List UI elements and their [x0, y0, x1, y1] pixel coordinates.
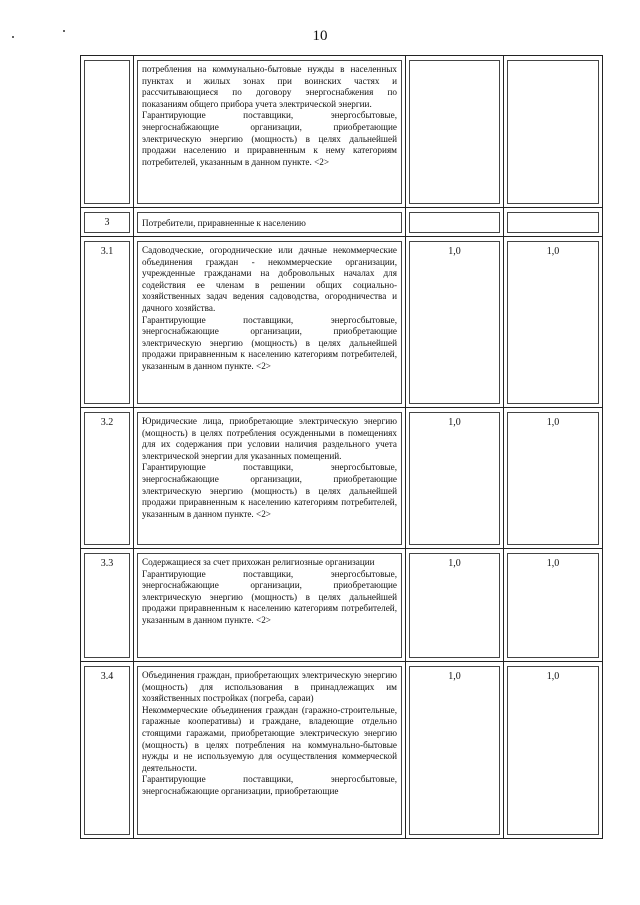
value-cell-2	[504, 549, 603, 662]
description	[137, 212, 402, 233]
value-2	[507, 60, 599, 204]
page-number: 10	[312, 28, 328, 44]
description-cell	[134, 662, 406, 839]
description-paragraph: Гарантирующие поставщики, энергосбытовые, энергоснабжающие организации, приобретающие электрическую энергию (мощность) в целях дальнейшей продажи приравненным к населению категориям потребителей, указанным в данном пункте. <2>	[142, 568, 397, 625]
description-cell	[134, 408, 406, 549]
description	[137, 412, 402, 545]
value-cell-1	[406, 408, 504, 549]
value-cell-1	[406, 237, 504, 408]
value-cell-2	[504, 662, 603, 839]
description-cell	[134, 549, 406, 662]
row-number-cell	[81, 662, 134, 839]
description-paragraph: Садоводческие, огороднические или дачные некоммерческие объединения граждан - некоммерческие организации, учрежденные гражданами на добровольных началах для содействия ее членам в решении общих социально-хозяйственных задач ведения садоводства, огородничества и дачного хозяйства.	[142, 245, 397, 313]
description-paragraph: Гарантирующие поставщики, энергосбытовые, энергоснабжающие организации, приобретающие электрическую энергию (мощность) в целях дальнейшей продажи приравненным к населению категориям потребителей, указанным в данном пункте. <2>	[142, 314, 397, 371]
value-1: 1,0	[409, 412, 500, 545]
description-paragraph: Гарантирующие поставщики, энергосбытовые, энергоснабжающие организации, приобретающие электрическую энергию (мощность) в целях дальнейшей продажи населению и приравненным к нему категориям потребителей, указанным в данном пункте. <2>	[142, 110, 397, 167]
table-row	[81, 549, 603, 662]
description-paragraph: потребления на коммунально-бытовые нужды в населенных пунктах и жилых зонах при воинских частях и рассчитывающиеся по договору энергоснабжения по показаниям общего прибора учета электрической энергии.	[142, 64, 397, 109]
row-number-cell	[81, 237, 134, 408]
table-row	[81, 237, 603, 408]
value-cell-2	[504, 56, 603, 208]
value-cell-1	[406, 549, 504, 662]
value-1	[409, 212, 500, 233]
value-1: 1,0	[409, 241, 500, 404]
table-row	[81, 56, 603, 208]
description-cell	[134, 237, 406, 408]
row-number: 3.2	[84, 412, 130, 545]
row-number	[84, 60, 130, 204]
table-row	[81, 208, 603, 237]
description-paragraph: Юридические лица, приобретающие электрическую энергию (мощность) в целях потребления осужденными в помещениях для их содержания при условии наличия раздельного учета электрической энергии для указанных помещений.	[142, 416, 397, 461]
value-cell-1	[406, 56, 504, 208]
value-1: 1,0	[409, 553, 500, 658]
description	[137, 666, 402, 835]
row-number-cell	[81, 408, 134, 549]
value-cell-2	[504, 208, 603, 237]
description-paragraph: Гарантирующие поставщики, энергосбытовые, энергоснабжающие организации, приобретающие электрическую энергию (мощность) в целях дальнейшей продажи приравненным к населению категориям потребителей, указанным в данном пункте. <2>	[142, 462, 397, 519]
value-cell-1	[406, 208, 504, 237]
value-cell-2	[504, 237, 603, 408]
value-1: 1,0	[409, 666, 500, 835]
row-number: 3.3	[84, 553, 130, 658]
value-1	[409, 60, 500, 204]
description-paragraph: Некоммерческие объединения граждан (гаражно-строительные, гаражные кооперативы) и граждане, владеющие отдельно стоящими гаражами, приобретающие электрическую энергию (мощность) в целях потребления на коммунально-бытовые нужды и не используемую для осуществления коммерческой деятельности.	[142, 704, 397, 773]
value-cell-2	[504, 408, 603, 549]
section-heading: Потребители, приравненные к населению	[142, 218, 306, 228]
description-paragraph: Содержащиеся за счет прихожан религиозные организации	[142, 557, 375, 567]
description	[137, 553, 402, 658]
description-cell	[134, 208, 406, 237]
description-paragraph: Гарантирующие поставщики, энергосбытовые, энергоснабжающие организации, приобретающие	[142, 774, 397, 796]
value-cell-1	[406, 662, 504, 839]
row-number: 3	[84, 212, 130, 233]
value-2: 1,0	[507, 666, 599, 835]
value-2: 1,0	[507, 241, 599, 404]
description-paragraph: Объединения граждан, приобретающих электрическую энергию (мощность) для использования в принадлежащих им хозяйственных постройках (погреба, сараи)	[142, 670, 397, 704]
description	[137, 241, 402, 404]
table-row	[81, 662, 603, 839]
row-number: 3.1	[84, 241, 130, 404]
value-2	[507, 212, 599, 233]
description	[137, 60, 402, 204]
description-cell	[134, 56, 406, 208]
row-number-cell	[81, 56, 134, 208]
value-2: 1,0	[507, 412, 599, 545]
row-number: 3.4	[84, 666, 130, 835]
value-2: 1,0	[507, 553, 599, 658]
row-number-cell	[81, 208, 134, 237]
tariff-table	[80, 55, 603, 839]
row-number-cell	[81, 549, 134, 662]
table-row	[81, 408, 603, 549]
